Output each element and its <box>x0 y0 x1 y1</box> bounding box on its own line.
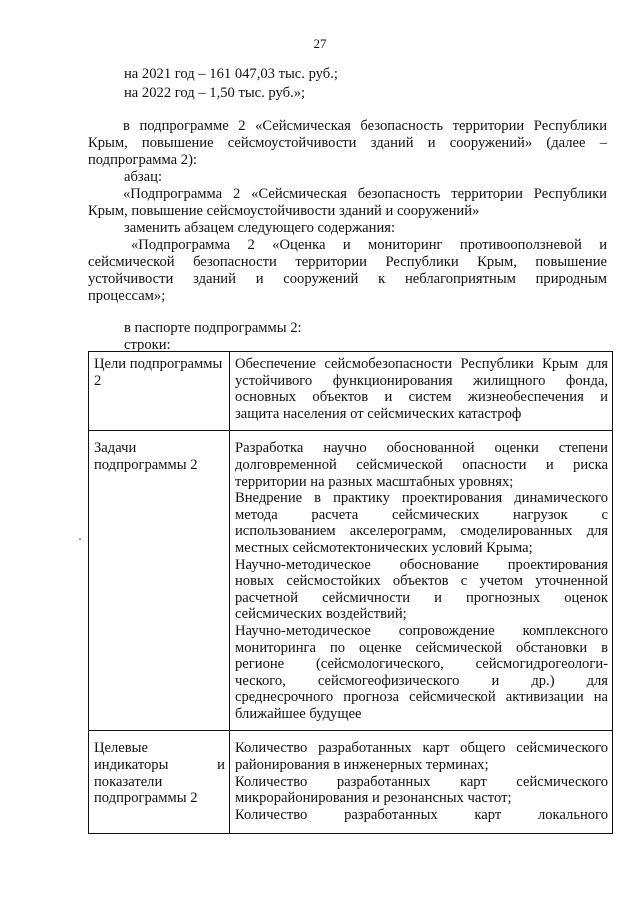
paragraph1-line3: подпрограмма 2): <box>88 152 197 168</box>
table-row-tasks <box>89 431 613 731</box>
indicators-label-line: подпрограммы 2 <box>94 790 198 807</box>
tasks-line: среднесрочного прогноза сейсмической активизации на <box>235 689 608 706</box>
tasks-label-cell <box>89 431 230 731</box>
tasks-label-line: подпрограммы 2 <box>94 456 198 473</box>
table-row-indicators <box>89 731 613 834</box>
goals-label-line: 2 <box>94 372 102 389</box>
tasks-line: новых сейсмостойких объектов с учетом уточненной <box>235 573 608 590</box>
tasks-line: сейсмических воздействий; <box>235 606 407 623</box>
tasks-content-cell <box>230 431 613 731</box>
goals-line: защита населения от сейсмических катастроф <box>235 405 522 422</box>
abzac-label: абзац: <box>124 169 163 185</box>
tasks-label-line: Задачи <box>94 440 137 457</box>
goals-line: основных объектов и систем жизнеобеспечения и <box>235 389 608 406</box>
tasks-line: ческого, сейсмогеофизического и др.) для <box>235 672 608 689</box>
tasks-line: Научно-методическое сопровождение комплексного <box>235 622 608 639</box>
cell-spacer <box>235 722 608 728</box>
indicators-line: районирования в инженерных терминах; <box>235 757 489 774</box>
quote-new-line1: «Подпрограмма 2 «Оценка и мониторинг противооползневой и <box>131 237 607 253</box>
intro-line-2022: на 2022 год – 1,50 тыс. руб.»; <box>124 85 306 101</box>
tasks-line: местных сейсмотектонических условий Крыма; <box>235 539 533 556</box>
paragraph1-line1: в подпрограмме 2 «Сейсмическая безопасность территории Республики <box>123 118 607 134</box>
quote-new-line4: процессам»; <box>88 288 166 304</box>
passport-label: в паспорте подпрограммы 2: <box>124 320 302 336</box>
goals-content-cell <box>230 352 613 431</box>
cell-spacer <box>235 422 608 428</box>
goals-line: Обеспечение сейсмобезопасности Республики Крым для <box>235 356 608 372</box>
indicators-line: Количество разработанных карт сейсмического <box>235 773 608 790</box>
tasks-line: использованием акселерограмм, смоделированных для <box>235 523 608 540</box>
goals-label-line: Цели подпрограммы <box>94 356 223 372</box>
indicators-line: Количество разработанных карт общего сейсмического <box>235 740 608 757</box>
indicators-content-cell <box>230 731 613 834</box>
page-number: 27 <box>313 36 327 51</box>
tasks-line: Научно-методическое обоснование проектирования <box>235 556 608 573</box>
indicators-label-line: индикаторы и <box>94 757 225 774</box>
indicators-label-line: Целевые <box>94 740 148 757</box>
tasks-line: регионе (сейсмологического, сейсмогидрогеологи- <box>235 656 608 673</box>
tasks-line: долговременной сейсмической опасности и риска <box>235 456 608 473</box>
goals-line: устойчивого функционирования жилищного фонда, <box>235 372 608 389</box>
tasks-line: Разработка научно обоснованной оценки степени <box>235 440 608 457</box>
intro-line-2021: на 2021 год – 161 047,03 тыс. руб.; <box>124 66 338 82</box>
table-row-goals <box>89 352 613 431</box>
tasks-line: мониторинга по оценке сейсмической обстановки в <box>235 639 608 656</box>
tasks-line: Внедрение в практику проектирования динамического <box>235 490 608 507</box>
indicators-label-line: показатели <box>94 773 163 790</box>
replace-label: заменить абзацем следующего содержания: <box>124 220 396 236</box>
quote-old-line1: «Подпрограмма 2 «Сейсмическая безопасность территории Республики <box>123 186 607 202</box>
scan-speck <box>79 538 81 540</box>
quote-new-line3: устойчивости зданий и сооружений к неблагоприятным природным <box>88 271 607 287</box>
indicators-label-cell <box>89 731 230 834</box>
rows-label: строки: <box>124 337 171 353</box>
paragraph1-line2: Крым, повышение сейсмоустойчивости зданий и сооружений» (далее – <box>88 135 607 151</box>
indicators-line: микрорайонирования и резонансных частот; <box>235 790 512 807</box>
quote-old-line2: Крым, повышение сейсмоустойчивости зданий и сооружений» <box>88 203 480 219</box>
tasks-line: метода расчета сейсмических нагрузок с <box>235 506 608 523</box>
quote-new-line2: сейсмической безопасности территории Республики Крым, повышение <box>88 254 607 270</box>
tasks-line: расчетной сейсмичности и прогнозных оценок <box>235 589 608 606</box>
indicators-line: Количество разработанных карт локального <box>235 806 608 823</box>
goals-label-cell <box>89 352 230 431</box>
tasks-line: ближайшее будущее <box>235 705 362 722</box>
tasks-line: территории на разных масштабных уровнях; <box>235 473 514 490</box>
passport-table <box>88 351 613 834</box>
